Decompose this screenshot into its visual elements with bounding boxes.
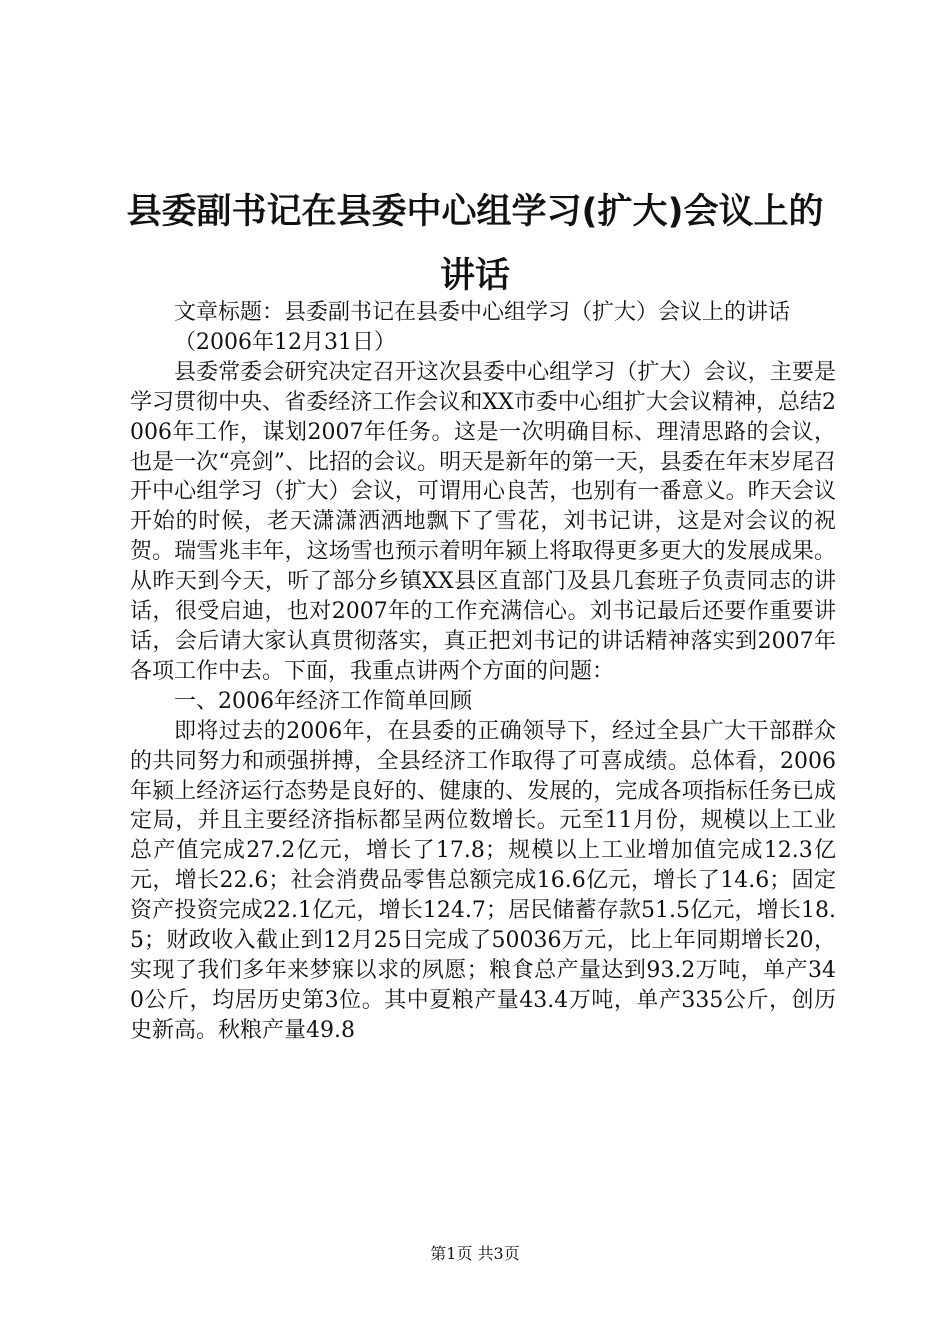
- document-title: 县委副书记在县委中心组学习(扩大)会议上的讲话: [126, 192, 824, 296]
- body-paragraph: 县委常委会研究决定召开这次县委中心组学习（扩大）会议，主要是学习贯彻中央、省委经济工作会议和XX市委中心组扩大会议精神，总结2006年工作，谋划2007年任务。这是一次明确目标、理清思路的会议，也是一次“亮剑”、比招的会议。明天是新年的第一天，县委在年末岁尾召开中心组学习（扩大）会议，可谓用心良苦，也别有一番意义。昨天会议开始的时候，老天潇潇洒洒地飘下了雪花，刘书记讲，这是对会议的祝贺。瑞雪兆丰年，这场雪也预示着明年颍上将取得更多更大的发展成果。从昨天到今天，听了部分乡镇XX县区直部门及县几套班子负责同志的讲话，很受启迪，也对2007年的工作充满信心。刘书记最后还要作重要讲话，会后请大家认真贯彻落实，真正把刘书记的讲话精神落实到2007年各项工作中去。下面，我重点讲两个方面的问题：: [130, 359, 836, 684]
- speech-date: （2006年12月31日）: [174, 329, 396, 355]
- article-title-line: 文章标题：县委副书记在县委中心组学习（扩大）会议上的讲话: [174, 300, 791, 325]
- body-paragraph: 即将过去的2006年，在县委的正确领导下，经过全县广大干部群众的共同努力和顽强拼搏，全县经济工作取得了可喜成绩。总体看，2006年颍上经济运行态势是良好的、健康的、发展的，完成各项指标任务已成定局，并且主要经济指标都呈两位数增长。元至11月份，规模以上工业总产值完成27.2亿元，增长了17.8；规模以上工业增加值完成12.3亿元，增长22.6；社会消费品零售总额完成16.6亿元，增长了14.6；固定资产投资完成22.1亿元，增长124.7；居民储蓄存款51.5亿元，增长18.5；财政收入截止到12月25日完成了50036万元，比上年同期增长20，实现了我们多年来梦寐以求的夙愿；粮食总产量达到93.2万吨，单产340公斤，均居历史第3位。其中夏粮产量43.4万吨，单产335公斤，创历史新高。秋粮产量49.8: [130, 718, 836, 1043]
- document-body: [130, 298, 836, 1046]
- page-number: 第1页 共3页: [430, 1244, 520, 1263]
- section-heading: 一、2006年经济工作简单回顾: [174, 688, 472, 714]
